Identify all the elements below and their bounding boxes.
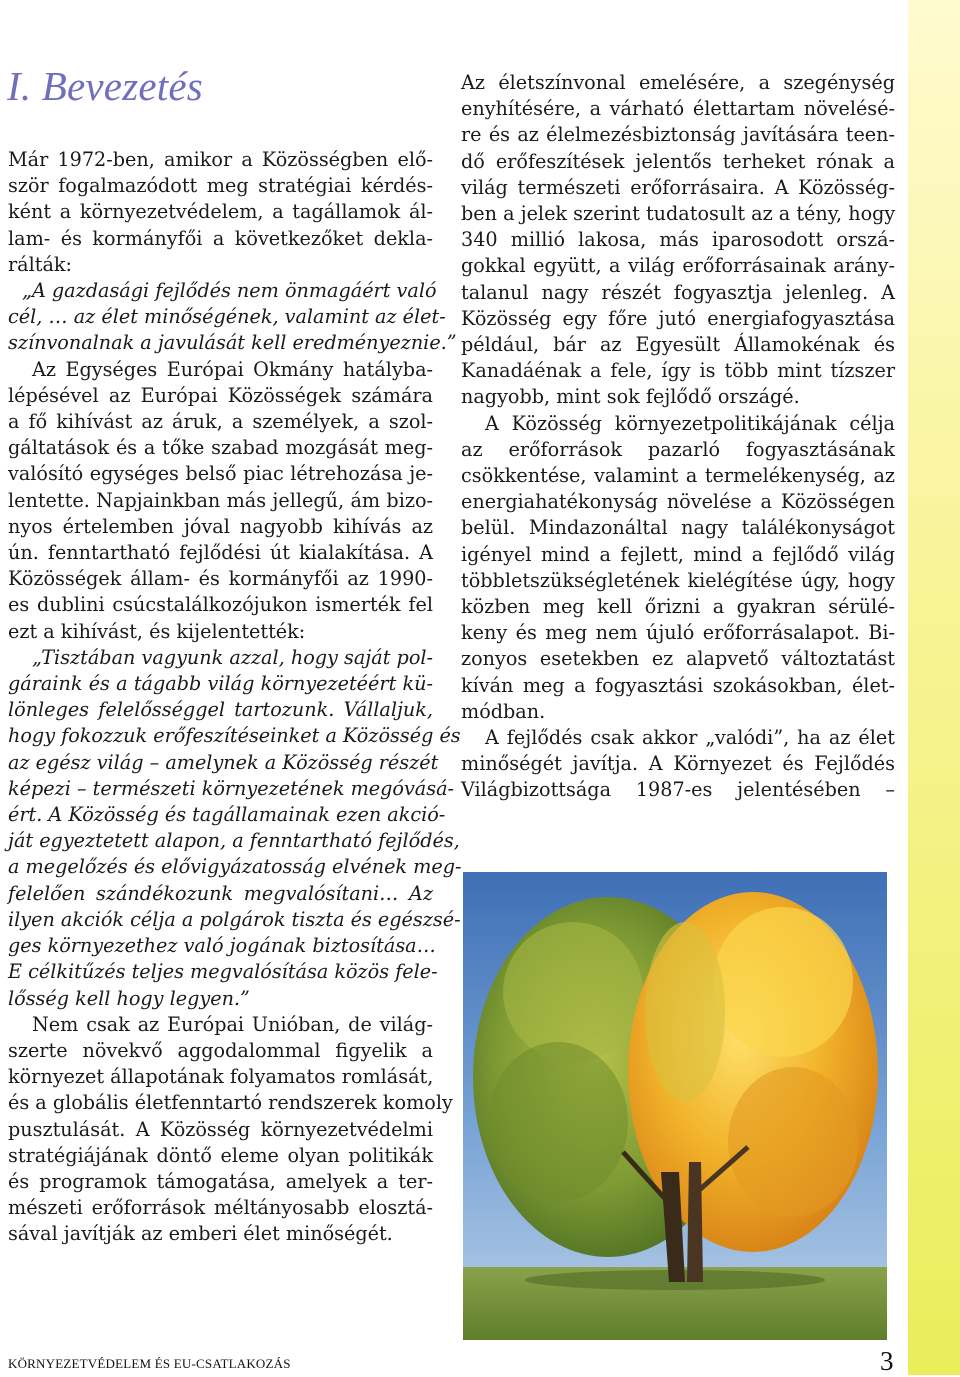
quote-line: gáraink és a tágabb világ környezetéért kü- — [8, 672, 433, 696]
quote-line: felelően szándékozunk megvalósítani… Az — [8, 881, 433, 905]
autumn-tree-photo — [463, 872, 887, 1340]
text-line: keny és meg nem újuló erőforrásalapot. Bi- — [461, 621, 895, 645]
text-line: energiahatékonyság növelése a Közösségen — [461, 490, 895, 514]
quote-line: képezi – természeti környezetének megóvásá- — [8, 776, 455, 800]
text-line: sával javítják az emberi élet minőségét. — [8, 1222, 393, 1246]
text-line: igényel mind a fejlett, mind a fejlődő világ — [461, 542, 895, 566]
text-line: ezt a kihívást, és kijelentették: — [8, 619, 306, 643]
text-line: az erőforrások pazarló fogyasztásának — [461, 437, 895, 461]
text-line: módban. — [461, 699, 546, 723]
text-line: szerte növekvő aggodalommal figyelik a — [8, 1038, 433, 1062]
text-line: többletszükségletének kielégítése úgy, hogy — [461, 568, 895, 592]
text-line: ún. fenntartható fejlődési út kialakítása. A — [8, 541, 433, 565]
quote-line: a megelőzés és elővigyázatosság elvének meg- — [8, 855, 462, 879]
text-line: és a globális életfenntartó rendszerek komoly — [8, 1091, 453, 1115]
quote-line: „A gazdasági fejlődés nem önmagáért való — [22, 279, 437, 303]
text-line: es dublini csúcstalálkozójukon ismerték fel — [8, 593, 433, 617]
decorative-side-stripe — [908, 0, 960, 1375]
quote-line: ilyen akciók célja a polgárok tiszta és egészsé- — [8, 907, 461, 931]
text-line: ször fogalmazódott meg stratégiai kérdés- — [8, 174, 433, 198]
text-line: talanul nagy részét fogyasztja jelenleg. A — [461, 280, 895, 304]
text-line: Közösség egy főre jutó energiafogyasztása — [461, 306, 895, 330]
text-line: kíván meg a fogyasztási szokásokban, élet- — [461, 673, 895, 697]
text-line: nagyobb, mint sok fejlődő országé. — [461, 385, 800, 409]
text-line: Már 1972-ben, amikor a Közösségben elő- — [8, 148, 433, 171]
text-line: például, bár az Egyesült Államokénak és — [461, 333, 895, 357]
quote-line: lősség kell hogy legyen.” — [8, 986, 250, 1010]
text-line: világ természeti erőforrásaira. A Közösség- — [461, 175, 895, 199]
text-line: lam- és kormányfői a következőket dekla- — [8, 226, 433, 250]
text-line: A fejlődés csak akkor „valódi”, ha az élet — [485, 726, 895, 750]
quote-line: lönleges felelősséggel tartozunk. Vállaljuk, — [8, 698, 433, 722]
text-line: pusztulását. A Közösség környezetvédelmi — [8, 1117, 433, 1141]
text-line: Az életszínvonal emelésére, a szegénység — [461, 71, 895, 94]
text-line: 340 millió lakosa, más iparosodott orszá- — [461, 228, 895, 252]
text-line: csökkentése, valamint a termelékenység, az — [461, 464, 895, 488]
text-line: lépésével az Európai Közösségek számára — [8, 383, 433, 407]
text-line: dő erőfeszítések jelentős terheket rónak a — [461, 149, 895, 173]
quote-line: „Tisztában vagyunk azzal, hogy saját pol- — [32, 645, 433, 669]
quote-line: színvonalnak a javulását kell eredményeznie.” — [8, 331, 457, 355]
text-line: Az Egységes Európai Okmány hatályba- — [32, 357, 433, 381]
text-line: gokkal együtt, a világ erőforrásainak arány- — [461, 254, 895, 278]
quote-line: ges környezethez való jogának biztosítása… — [8, 934, 436, 958]
quote-line: E célkitűzés teljes megvalósítása közös fele- — [8, 960, 438, 984]
text-line: re és az élelmezésbiztonság javítására teen- — [461, 123, 895, 147]
text-line: közben meg kell őrizni a gyakran sérülé- — [461, 595, 895, 619]
right-text-column — [461, 70, 895, 804]
footer-running-title: KÖRNYEZETVÉDELEM ÉS EU-CSATLAKOZÁS — [8, 1356, 291, 1371]
text-line: belül. Mindazonáltal nagy találékonyságot — [461, 516, 895, 540]
page-number: 3 — [880, 1346, 894, 1376]
text-line: A Közösség környezetpolitikájának célja — [485, 411, 895, 435]
text-line: Világbizottsága 1987-es jelentésében – — [461, 778, 895, 802]
text-line: és programok támogatása, amelyek a ter- — [8, 1169, 433, 1193]
text-line: enyhítésére, a várható élettartam növelésé- — [461, 97, 895, 121]
quote-line: hogy fokozzuk erőfeszítéseinket a Közösség és — [8, 724, 461, 748]
text-line: gáltatások és a tőke szabad mozgását meg- — [8, 436, 433, 460]
text-line: minőségét javítja. A Környezet és Fejlődés — [461, 752, 895, 776]
text-line: valósító egységes belső piac létrehozása je- — [8, 462, 433, 486]
text-line: a fő kihívást az áruk, a személyek, a szol- — [8, 410, 433, 434]
quote-line: az egész világ – amelynek a Közösség részét — [8, 750, 439, 774]
chapter-title: I. Bevezetés — [7, 63, 203, 109]
text-line: Kanadáénak a fele, így is több mint tízszer — [461, 359, 895, 383]
text-line: környezet állapotának folyamatos romlását, — [8, 1065, 434, 1089]
text-line: rálták: — [8, 252, 72, 276]
text-line: zonyos esetekben ez alapvető változtatást — [461, 647, 895, 671]
text-line: Nem csak az Európai Unióban, de világ- — [32, 1012, 433, 1036]
quote-line: ját egyeztetett alapon, a fenntartható fejlődés, — [8, 829, 460, 853]
text-line: lentette. Napjainkban más jellegű, ám bizo- — [8, 488, 433, 512]
text-line: nyos értelemben jóval nagyobb kihívás az — [8, 514, 433, 538]
text-line: ként a környezetvédelem, a tagállamok ál- — [8, 200, 433, 224]
text-line: Közösségek állam- és kormányfői az 1990- — [8, 567, 433, 591]
text-line: mészeti erőforrások méltányosabb elosztá- — [8, 1196, 433, 1220]
quote-line: cél, … az élet minőségének, valamint az élet- — [8, 305, 446, 329]
text-line: ben a jelek szerint tudatosult az a tény, hogy — [461, 202, 896, 226]
text-line: stratégiájának döntő eleme olyan politikák — [8, 1143, 433, 1167]
quote-line: ért. A Közösség és tagállamainak ezen akció- — [8, 803, 446, 827]
left-text-column — [8, 147, 462, 1248]
